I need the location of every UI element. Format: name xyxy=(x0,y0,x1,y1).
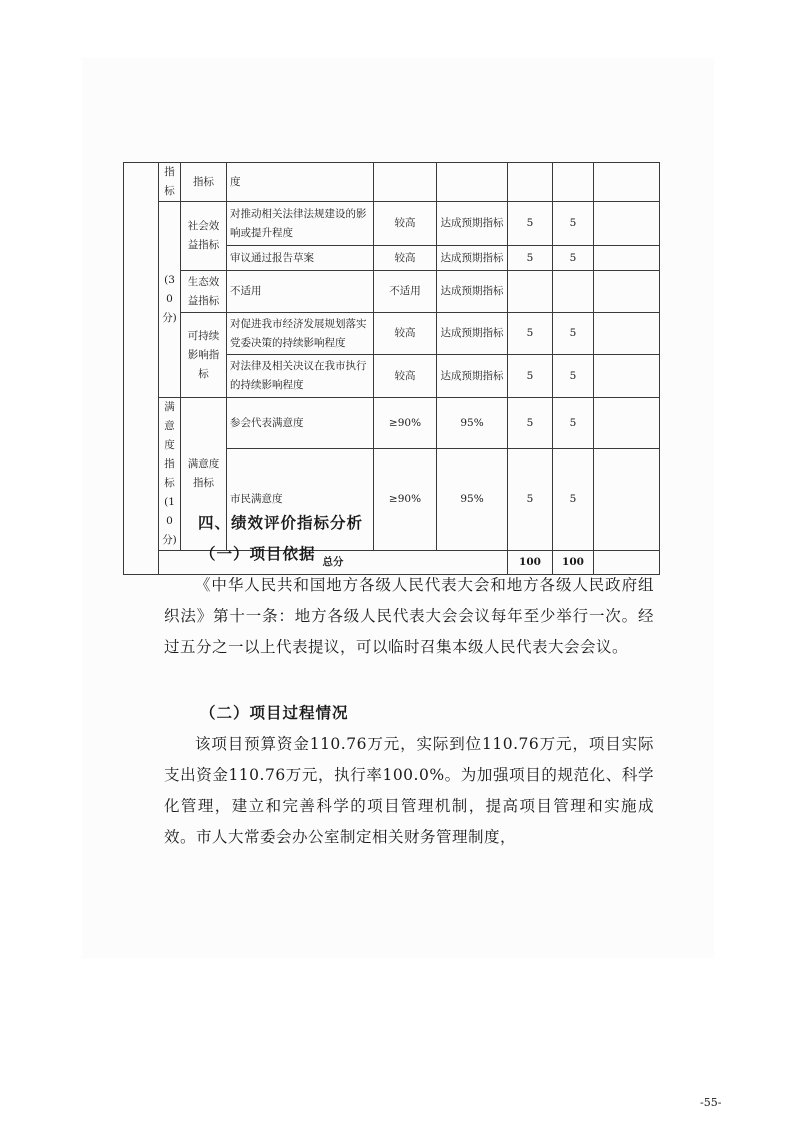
target-cell: 较高 xyxy=(374,202,437,246)
indicator-cell: 参会代表满意度 xyxy=(227,398,374,449)
page-number: -55- xyxy=(700,1096,722,1109)
subcategory-cell: 满意度指标 xyxy=(181,398,227,551)
score-cell: 5 xyxy=(553,449,594,551)
subcategory-cell: 生态效益指标 xyxy=(181,271,227,313)
section-heading: 四、绩效评价指标分析 xyxy=(198,513,364,532)
indicator-cell: 不适用 xyxy=(227,271,374,313)
table-row xyxy=(124,202,660,246)
subcategory-cell: 社会效益指标 xyxy=(181,202,227,271)
subcategory-cell: 可持续影响指标 xyxy=(181,313,227,398)
category-cell: (30分) xyxy=(159,202,181,398)
total-label: 总分 xyxy=(159,551,508,575)
score-cell: 5 xyxy=(553,313,594,355)
indicator-cell: 度 xyxy=(227,163,374,202)
indicator-cell: 对促进我市经济发展规划落实党委决策的持续影响程度 xyxy=(227,313,374,355)
actual-cell: 95% xyxy=(437,449,508,551)
weight-cell: 5 xyxy=(508,449,553,551)
actual-cell: 达成预期指标 xyxy=(437,202,508,246)
score-cell: 5 xyxy=(553,398,594,449)
weight-cell: 5 xyxy=(508,246,553,271)
actual-cell: 达成预期指标 xyxy=(437,355,508,398)
table-row xyxy=(124,271,660,313)
total-score: 100 xyxy=(553,551,594,575)
actual-cell: 达成预期指标 xyxy=(437,313,508,355)
category-cell: 指标 xyxy=(159,163,181,202)
weight-cell: 5 xyxy=(508,313,553,355)
target-cell: 较高 xyxy=(374,313,437,355)
table-row xyxy=(124,313,660,355)
weight-cell: 5 xyxy=(508,355,553,398)
actual-cell: 达成预期指标 xyxy=(437,271,508,313)
score-cell: 5 xyxy=(553,246,594,271)
target-cell: 较高 xyxy=(374,246,437,271)
score-cell: 5 xyxy=(553,355,594,398)
target-cell: ≥90% xyxy=(374,398,437,449)
table-row xyxy=(124,398,660,449)
subsection-heading-process: （二）项目过程情况 xyxy=(200,703,349,722)
target-cell: 不适用 xyxy=(374,271,437,313)
indicator-cell: 市民满意度 xyxy=(227,449,374,551)
target-cell: ≥90% xyxy=(374,449,437,551)
paragraph-basis: 《中华人民共和国地方各级人民代表大会和地方各级人民政府组织法》第十一条：地方各级人民代表大会会议每年至少举行一次。经过五分之一以上代表提议，可以临时召集本级人民代表大会会议。 xyxy=(164,576,654,656)
indicator-cell: 对推动相关法律法规建设的影响或提升程度 xyxy=(227,202,374,246)
subsection-heading-basis: （一）项目依据 xyxy=(200,544,316,563)
total-weight: 100 xyxy=(508,551,553,575)
category-cell: 满意度指标(10分) xyxy=(159,398,181,551)
target-cell: 较高 xyxy=(374,355,437,398)
paragraph-process: 该项目预算资金110.76万元，实际到位110.76万元，项目实际支出资金110.76万元，执行率100.0%。为加强项目的规范化、科学化管理，建立和完善科学的项目管理机制，提高项目管理和实施成效。市人大常委会办公室制定相关财务管理制度， xyxy=(164,735,654,846)
indicator-cell: 审议通过报告草案 xyxy=(227,246,374,271)
weight-cell: 5 xyxy=(508,398,553,449)
table-row xyxy=(124,163,660,202)
outer-blank-cell xyxy=(124,163,159,575)
subcategory-cell: 指标 xyxy=(181,163,227,202)
weight-cell: 5 xyxy=(508,202,553,246)
score-cell: 5 xyxy=(553,202,594,246)
actual-cell: 达成预期指标 xyxy=(437,246,508,271)
actual-cell: 95% xyxy=(437,398,508,449)
indicator-cell: 对法律及相关决议在我市执行的持续影响程度 xyxy=(227,355,374,398)
